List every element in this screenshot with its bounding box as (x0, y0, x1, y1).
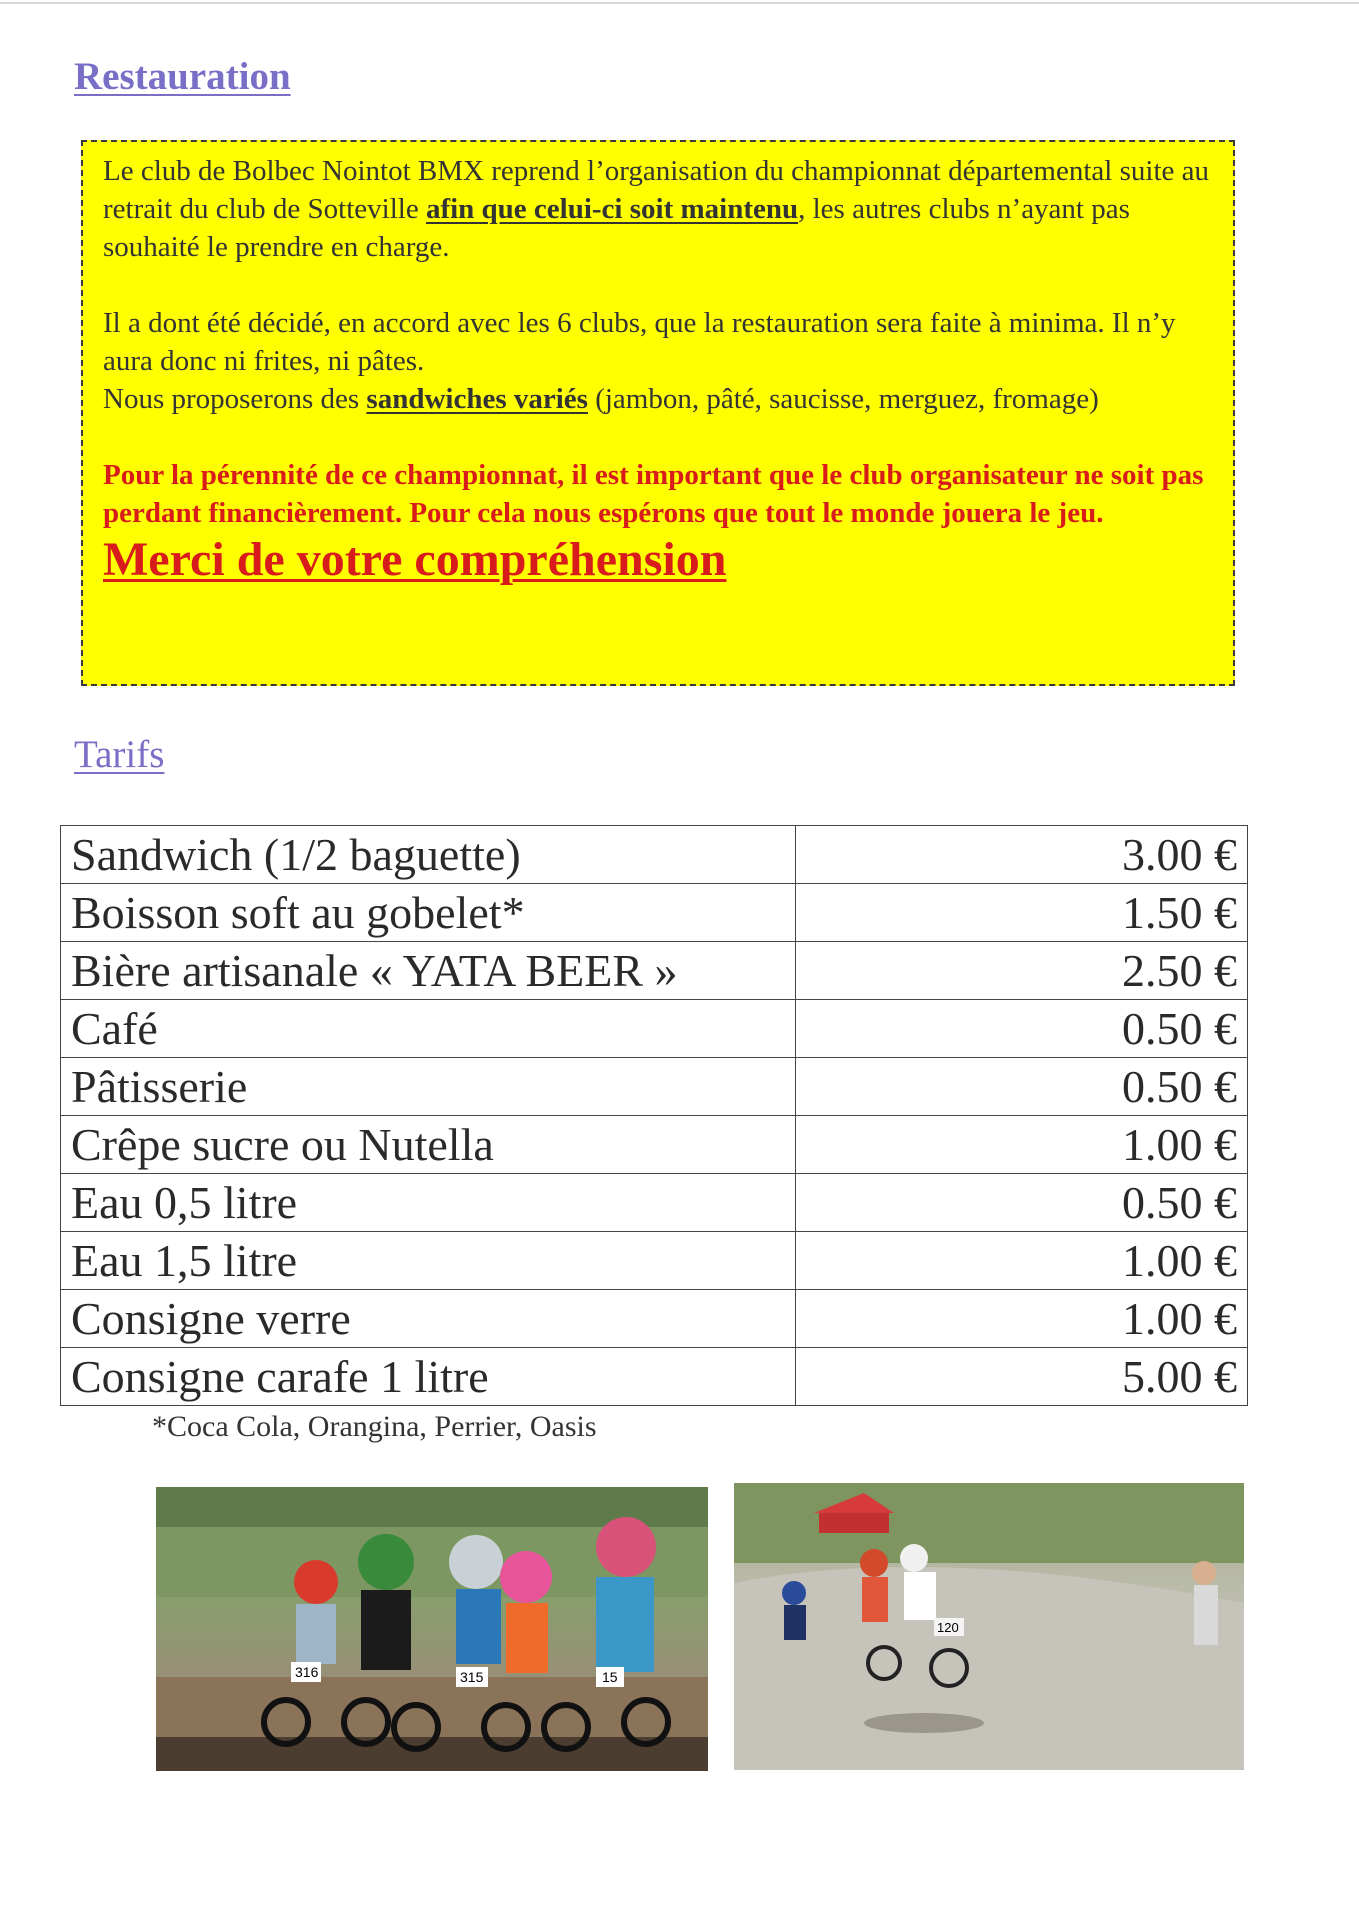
kids-plate-2: 315 (460, 1669, 484, 1685)
notice-text: Le club de Bolbec Nointot BMX reprend l’organisation du championnat départemental suite au retrait du club de Sotteville (103, 155, 1209, 225)
price-item-value: 5.00 € (796, 1348, 1248, 1406)
notice-box (81, 140, 1235, 686)
price-table (60, 825, 1248, 1406)
top-rule (0, 2, 1359, 4)
price-row (61, 1290, 1248, 1348)
price-item-name: Pâtisserie (61, 1058, 796, 1116)
price-item-value: 0.50 € (796, 1058, 1248, 1116)
price-item-value: 3.00 € (796, 826, 1248, 884)
price-item-value: 1.00 € (796, 1290, 1248, 1348)
price-row (61, 1058, 1248, 1116)
notice-paragraph-2: Il a dont été décidé, en accord avec les 6 clubs, que la restauration sera faite à minima. Il n’y aura donc ni frites, ni pâtes. (103, 307, 1176, 377)
notice-emphasis: afin que celui-ci soit maintenu (425, 193, 799, 225)
price-item-name: Consigne carafe 1 litre (61, 1348, 796, 1406)
price-item-name: Eau 1,5 litre (61, 1232, 796, 1290)
footnote: *Coca Cola, Orangina, Perrier, Oasis (152, 1410, 597, 1443)
notice-paragraph-1 (103, 152, 1215, 266)
price-item-value: 1.00 € (796, 1232, 1248, 1290)
photo-bmx-track (734, 1483, 1244, 1770)
notice-warning: Pour la pérennité de ce championnat, il est important que le club organisateur ne soit pas perdant financièrement. Pour cela nous espérons que tout le monde jouera le jeu. (103, 459, 1204, 529)
price-item-value: 0.50 € (796, 1000, 1248, 1058)
notice-text: (jambon, pâté, saucisse, merguez, fromage) (587, 383, 1099, 415)
price-item-value: 1.50 € (796, 884, 1248, 942)
notice-text: Nous proposerons des (103, 383, 367, 415)
price-item-name: Eau 0,5 litre (61, 1174, 796, 1232)
price-row (61, 1174, 1248, 1232)
price-item-name: Bière artisanale « YATA BEER » (61, 942, 796, 1000)
track-plate: 120 (937, 1620, 959, 1635)
kids-plate-1: 316 (295, 1664, 319, 1680)
price-item-value: 0.50 € (796, 1174, 1248, 1232)
notice-paragraph-3 (103, 380, 1215, 418)
price-item-name: Boisson soft au gobelet* (61, 884, 796, 942)
price-row (61, 1232, 1248, 1290)
price-item-name: Sandwich (1/2 baguette) (61, 826, 796, 884)
price-item-name: Café (61, 1000, 796, 1058)
track-photo-illustration (734, 1483, 1244, 1770)
price-item-name: Crêpe sucre ou Nutella (61, 1116, 796, 1174)
price-item-name: Consigne verre (61, 1290, 796, 1348)
price-row (61, 826, 1248, 884)
price-item-value: 2.50 € (796, 942, 1248, 1000)
kids-photo-illustration (156, 1487, 708, 1771)
price-row (61, 942, 1248, 1000)
photo-kids-balance-bikes (156, 1487, 708, 1771)
notice-thanks: Merci de votre compréhension (103, 533, 727, 586)
kids-plate-3: 15 (602, 1669, 618, 1685)
price-item-value: 1.00 € (796, 1116, 1248, 1174)
price-row (61, 1000, 1248, 1058)
price-row (61, 1116, 1248, 1174)
section-title-tarifs: Tarifs (74, 733, 165, 776)
notice-text: , les autres clubs n’ayant pas souhaité le prendre en charge. (103, 193, 1130, 263)
notice-emphasis: sandwiches variés (366, 383, 588, 415)
section-title-restauration: Restauration (74, 55, 291, 98)
price-row (61, 1348, 1248, 1406)
price-row (61, 884, 1248, 942)
